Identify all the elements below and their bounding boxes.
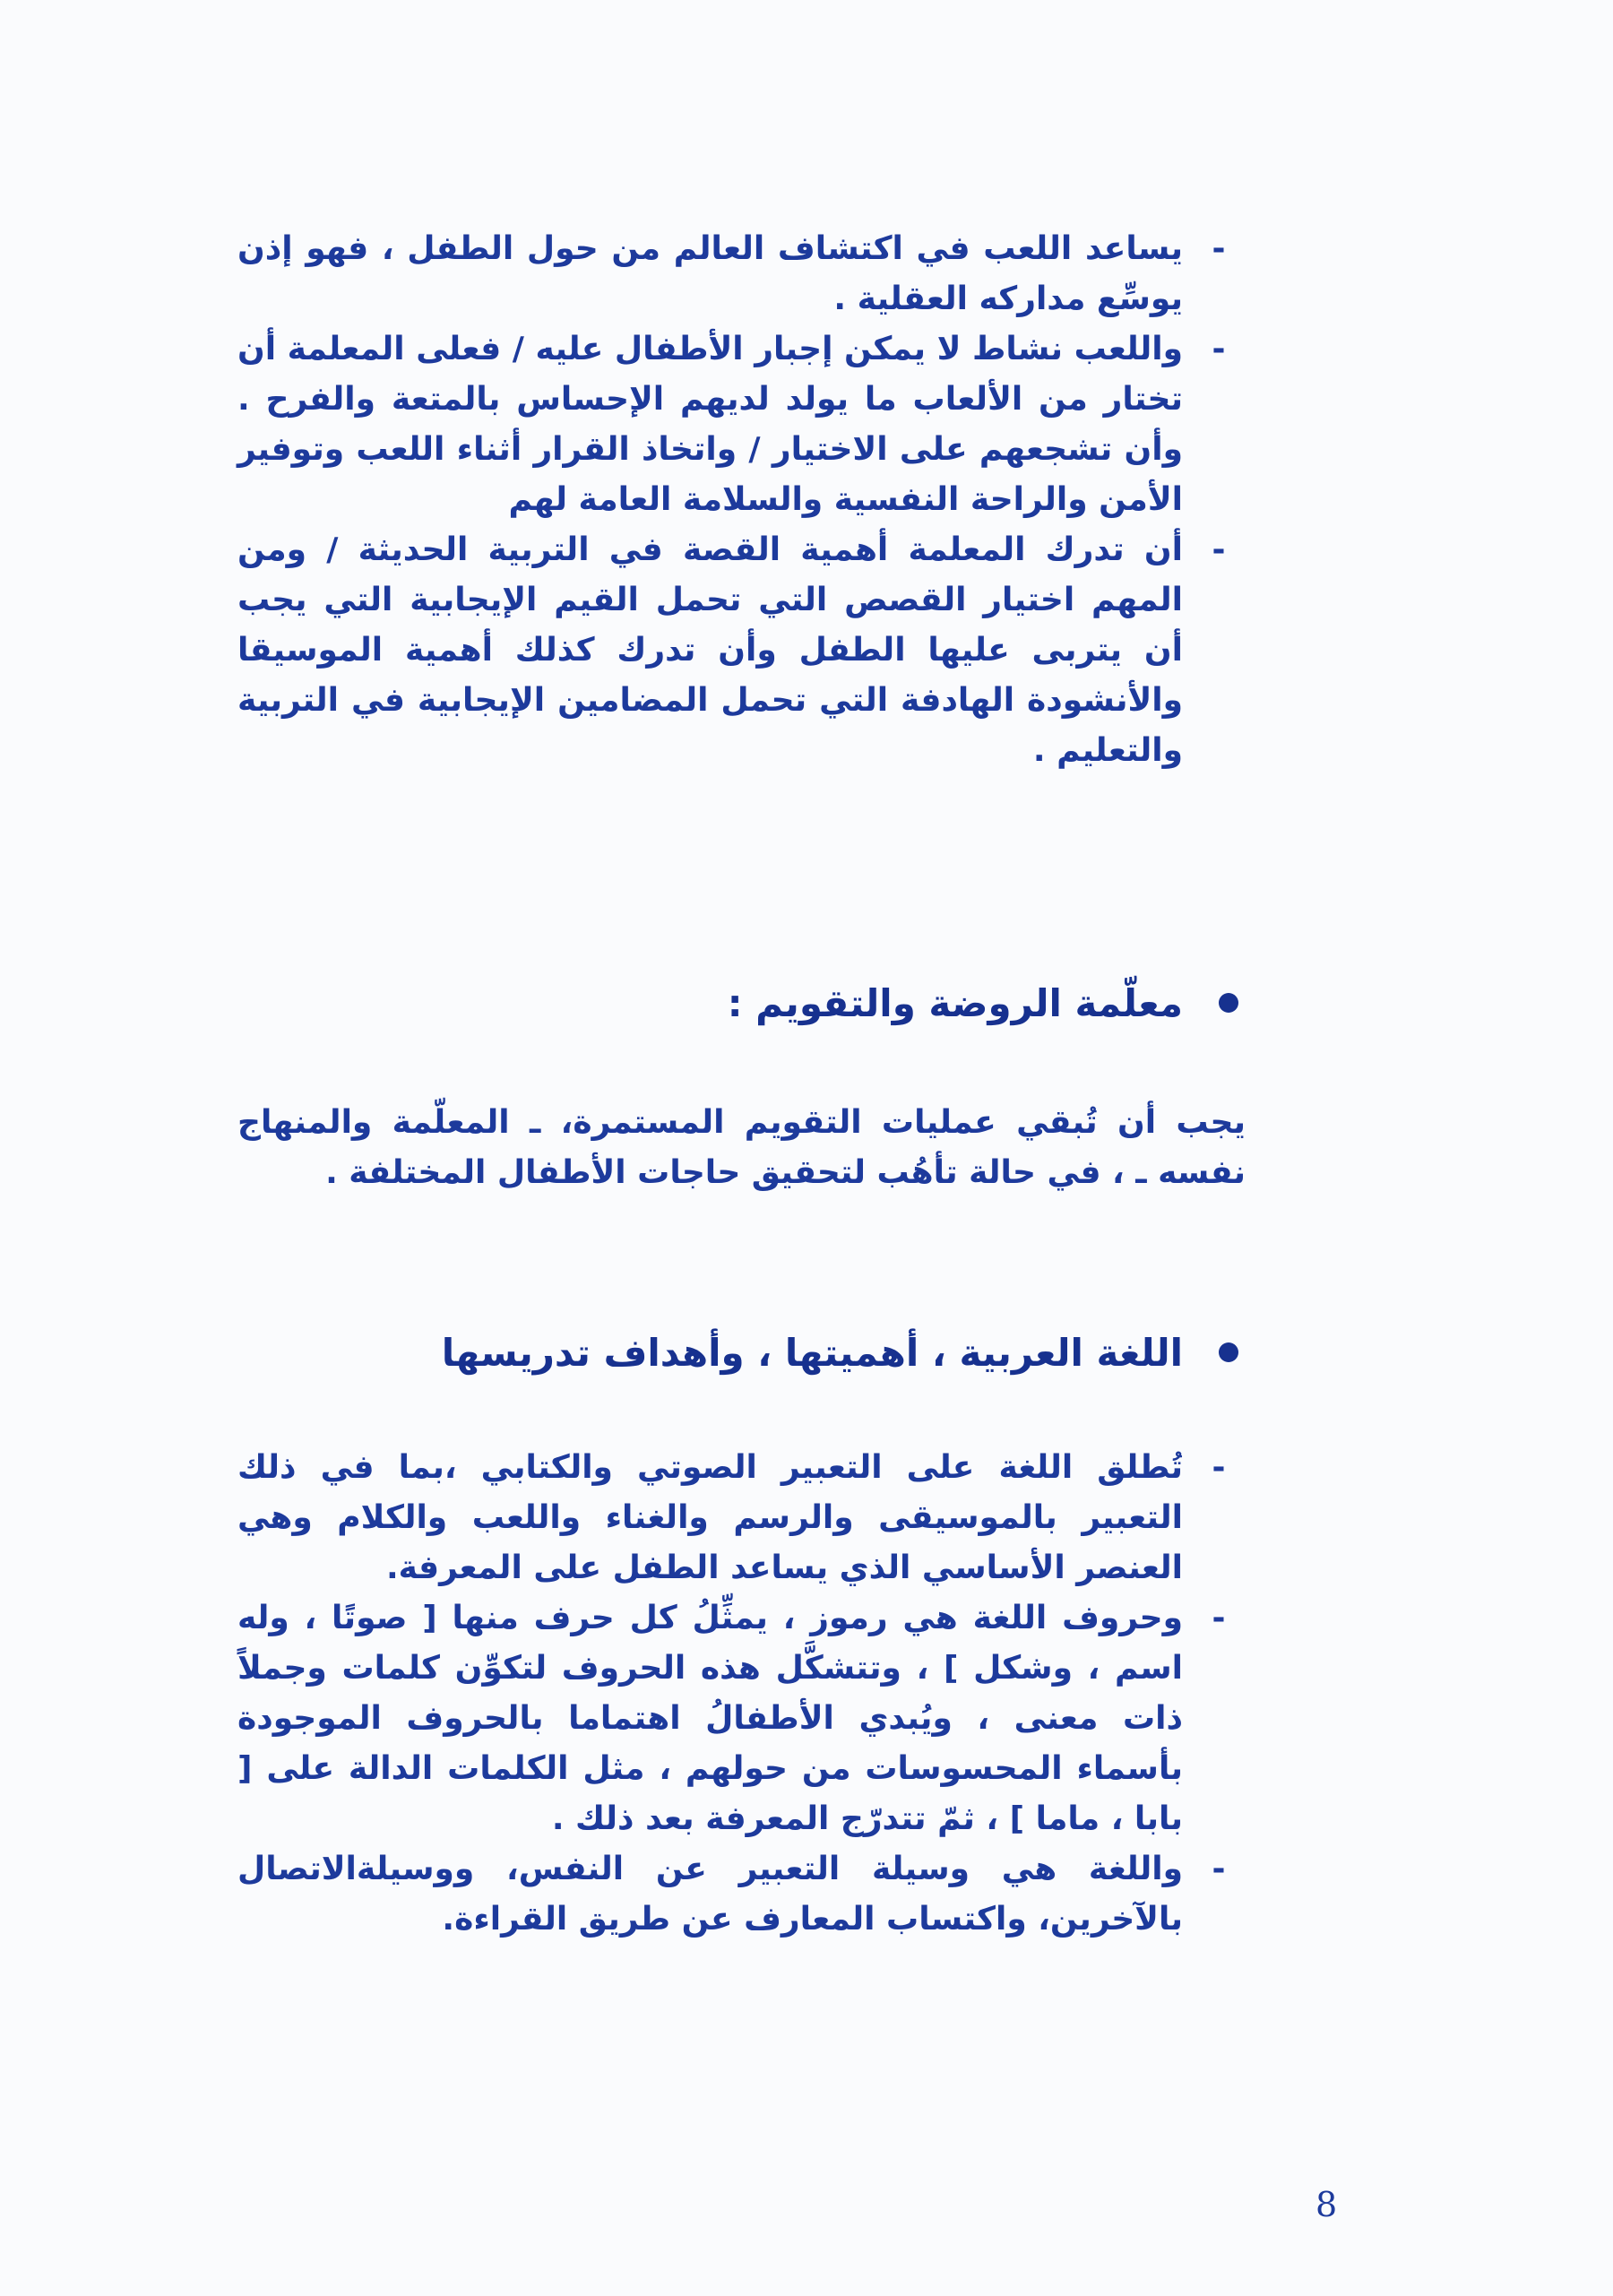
heading-text: اللغة العربية ، أهميتها ، وأهداف تدريسها xyxy=(441,1331,1183,1375)
section-evaluation xyxy=(237,977,1246,1031)
list-item-text: واللعب نشاط لا يمكن إجبار الأطفال عليه / فعلى المعلمة أن تختار من الألعاب ما يولد لديهم الإحساس بالمتعة والفرح . وأن تشجعهم على الاختيار / واتخاذ القرار أثناء اللعب وتوفير الأمن والراحة النفسية والسلامة العامة لهم xyxy=(237,331,1183,518)
dash-marker: - xyxy=(1212,1851,1226,1887)
list-item xyxy=(237,224,1246,324)
evaluation-paragraph-block xyxy=(237,1098,1246,1198)
language-bullet-list xyxy=(237,1443,1246,1945)
dash-marker: - xyxy=(1212,531,1226,568)
bullet-dot-icon xyxy=(1219,1342,1238,1362)
list-item-text: أن تدرك المعلمة أهمية القصة في التربية الحديثة / ومن المهم اختيار القصص التي تحمل القيم الإيجابية التي يجب أن يتربى عليها الطفل وأن تدرك كذلك أهمية الموسيقا والأنشودة الهادفة التي تحمل المضامين الإيجابية في التربية والتعليم . xyxy=(237,531,1183,769)
evaluation-paragraph: يجب أن تُبقي عمليات التقويم المستمرة، ـ المعلّمة والمنهاج نفسه ـ ، في حالة تأهُب لتحقيق حاجات الأطفال المختلفة . xyxy=(237,1104,1246,1191)
list-item xyxy=(237,1443,1246,1593)
section-arabic-language xyxy=(237,1326,1246,1380)
dash-marker: - xyxy=(1212,230,1226,267)
list-item-text: يساعد اللعب في اكتشاف العالم من حول الطفل ، فهو إذن يوسِّع مداركه العقلية . xyxy=(237,230,1183,317)
list-item-text: وحروف اللغة هي رموز ، يمثِّلُ كل حرف منها [ صوتًا ، وله اسم ، وشكل ] ، وتتشكَّل هذه الحروف لتكوِّن كلمات وجملاً ذات معنى ، ويُبدي الأطفالُ اهتماما بالحروف الموجودة بأسماء المحسوسات من حولهم ، مثل الكلمات الدالة على [ بابا ، ماما ] ، ثمّ تتدرّج المعرفة بعد ذلك . xyxy=(237,1600,1183,1837)
section-language-bullets xyxy=(237,1443,1246,1945)
list-item xyxy=(237,525,1246,776)
list-item xyxy=(237,1593,1246,1844)
play-bullet-list xyxy=(237,224,1246,776)
bullet-dot-icon xyxy=(1219,993,1238,1013)
dash-marker: - xyxy=(1212,331,1226,367)
section-heading xyxy=(237,1326,1246,1380)
heading-text: معلّمة الروضة والتقويم : xyxy=(727,981,1183,1025)
page-number: 8 xyxy=(1315,2185,1338,2224)
section-play-bullets xyxy=(237,224,1246,776)
dash-marker: - xyxy=(1212,1600,1226,1636)
section-heading xyxy=(237,977,1246,1031)
list-item xyxy=(237,1844,1246,1945)
dash-marker: - xyxy=(1212,1449,1226,1486)
list-item-text: تُطلق اللغة على التعبير الصوتي والكتابي ،بما في ذلك التعبير بالموسيقى والرسم والغناء واللعب والكلام وهي العنصر الأساسي الذي يساعد الطفل على المعرفة. xyxy=(237,1449,1183,1586)
list-item xyxy=(237,324,1246,525)
list-item-text: واللغة هي وسيلة التعبير عن النفس، ووسيلةالاتصال بالآخرين، واكتساب المعارف عن طريق القراءة. xyxy=(237,1851,1183,1938)
